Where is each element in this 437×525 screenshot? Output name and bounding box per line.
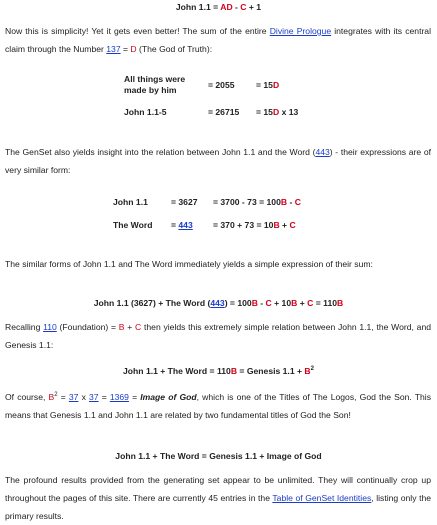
image-of-god-text: Image of God (140, 392, 197, 402)
paragraph-profound (5, 471, 431, 525)
row-value: = 2055 (208, 80, 235, 90)
row-value: = 26715 (208, 107, 240, 117)
eq-var: C (289, 220, 296, 230)
eq-var: C (294, 197, 301, 207)
text: + (297, 298, 308, 308)
link-137[interactable]: 137 (106, 44, 121, 54)
eq-var: D (272, 107, 280, 117)
text: - (257, 298, 266, 308)
text: = Genesis 1.1 + (237, 366, 305, 376)
eq-var: B (291, 298, 298, 308)
text: = 110 (313, 298, 338, 308)
row-label: John 1.1 (113, 197, 148, 207)
link-443[interactable]: 443 (210, 298, 225, 308)
table-row (113, 211, 301, 239)
text: x (78, 392, 89, 402)
eq-var: B (304, 366, 311, 376)
eq-text: + 1 (246, 2, 262, 12)
text: (The God of Truth): (136, 44, 213, 54)
link-37[interactable]: 37 (89, 392, 99, 402)
eq-var: C (307, 298, 314, 308)
text: John 1.1 + The Word = 110 (123, 366, 231, 376)
superscript: 2 (310, 366, 314, 373)
prologue-table (124, 72, 298, 126)
text: , listing only the primary results. (5, 493, 432, 521)
text: = 370 + 73 = 10 (213, 220, 274, 230)
text: + (279, 220, 290, 230)
text: The GenSet also yields insight into the relation between John 1.1 and the Word ( (5, 147, 316, 157)
text: ) = 100 (224, 298, 252, 308)
eq-var: C (135, 322, 142, 332)
row-expression (256, 98, 298, 126)
text: x 13 (279, 107, 299, 117)
eq-var: B (273, 220, 280, 230)
eq-text: - (232, 2, 241, 12)
link-divine-prologue[interactable]: Divine Prologue (269, 26, 332, 36)
superscript: 2 (54, 392, 58, 399)
image-of-god-equation: John 1.1 + The Word = Genesis 1.1 + Image of God (115, 451, 322, 461)
paragraph-genset (5, 143, 431, 179)
text: , which is one of the Titles of The Logos, God the Son. This means that Genesis 1.1 and John 1.1 are related by two fundamental titles of God the Son! (5, 392, 431, 420)
row-expression (213, 211, 301, 239)
link-table-of-genset-identities[interactable]: Table of GenSet Identities (272, 493, 372, 503)
eq-var: B (48, 392, 55, 402)
text: then yields this extremely simple relation between John 1.1, the Word, and Genesis 1.1: (5, 322, 431, 350)
link-443[interactable]: 443 (315, 147, 330, 157)
genesis-equation (0, 366, 437, 376)
eq-var: C (240, 2, 247, 12)
text: = 15 (256, 80, 273, 90)
eq-var: AD (220, 2, 233, 12)
text: The profound results provided from the generating set appear to be unlimited. They will continually crop up throughout the pages of this site. There are currently 45 entries in the (5, 475, 431, 503)
eq-text: John 1.1 = (175, 2, 221, 12)
text: - (287, 197, 295, 207)
table-row (124, 72, 298, 98)
link-1369[interactable]: 1369 (109, 392, 129, 402)
text: Now this is simplicity! Yet it gets even better! The sum of the entire (5, 26, 270, 36)
eq-var: B (118, 322, 125, 332)
row-value (171, 211, 213, 239)
row-label: All things were made by him (124, 74, 186, 95)
eq-var: B (251, 298, 258, 308)
paragraph-of-course (5, 388, 431, 424)
text: = (171, 220, 179, 230)
eq-var: D (272, 80, 280, 90)
text: (Foundation) = (56, 322, 119, 332)
text: + 10 (271, 298, 292, 308)
text: ) - their expressions are of very similar form: (5, 147, 431, 175)
paragraph-prologue (5, 22, 431, 58)
text: = (57, 392, 69, 402)
word-table (113, 193, 301, 239)
eq-var: C (265, 298, 272, 308)
paragraph-recalling (5, 318, 431, 354)
table-row (124, 98, 298, 126)
eq-var: D (130, 44, 137, 54)
text: integrates with its central claim through the Number (5, 26, 432, 54)
paragraph-similar-forms: The similar forms of John 1.1 and The Word immediately yields a simple expression of their sum: (5, 259, 373, 269)
link-37[interactable]: 37 (68, 392, 79, 402)
row-expression (256, 72, 298, 98)
text: + (124, 322, 136, 332)
row-expression (213, 193, 301, 211)
eq-var: B (280, 197, 288, 207)
row-value: = 3627 (171, 197, 198, 207)
top-equation (0, 2, 437, 12)
eq-var: B (337, 298, 344, 308)
text: John 1.1 (3627) + The Word ( (93, 298, 211, 308)
text: = (128, 392, 141, 402)
text: = (98, 392, 110, 402)
text: Of course, (5, 392, 49, 402)
row-label: John 1.1-5 (124, 107, 167, 117)
table-row (113, 193, 301, 211)
text: = 15 (256, 107, 273, 117)
text: = 3700 - 73 = 100 (213, 197, 281, 207)
sum-equation (0, 298, 437, 308)
text: Recalling (5, 322, 44, 332)
text: = (120, 44, 131, 54)
row-label: The Word (113, 220, 153, 230)
eq-var: B (230, 366, 238, 376)
link-443[interactable]: 443 (178, 220, 193, 230)
link-110[interactable]: 110 (43, 322, 57, 332)
